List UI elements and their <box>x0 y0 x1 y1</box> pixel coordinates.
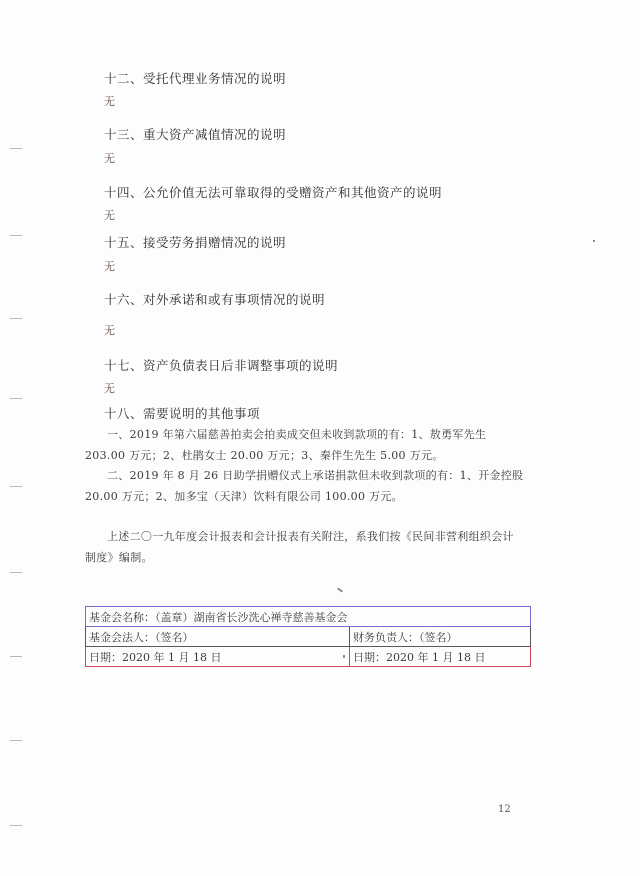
margin-mark <box>10 656 22 657</box>
margin-mark <box>10 825 22 826</box>
section-17-body: 无 <box>104 382 115 395</box>
margin-mark <box>10 740 22 741</box>
foundation-name-cell: 基金会名称：（盖章）湖南省长沙洗心禅寺慈善基金会 <box>86 607 531 627</box>
page-number: 12 <box>498 804 511 815</box>
section-16-body: 无 <box>104 324 115 337</box>
date-left-cell: 日期：2020 年 1 月 18 日 <box>86 647 350 667</box>
section-15-body: 无 <box>104 260 115 273</box>
section-18-item-1: 一、2019 年第六届慈善拍卖会拍卖成交但未收到款项的有：1、敖勇军先生 203.00 万元；2、杜鹃女士 20.00 万元；3、秦伴生先生 5.00 万元。 <box>85 428 487 462</box>
section-17-heading: 十七、资产负债表日后非调整事项的说明 <box>104 358 339 373</box>
legal-rep-cell: 基金会法人：（签名） <box>86 627 350 647</box>
scan-speck <box>593 240 595 242</box>
margin-mark <box>10 318 22 319</box>
section-13-heading: 十三、重大资产减值情况的说明 <box>104 127 287 142</box>
margin-mark <box>10 486 22 487</box>
closing-statement: 上述二〇一九年度会计报表和会计报表有关附注，系我们按《民间非营利组织会计制度》编制。 <box>85 530 514 564</box>
scan-speck <box>337 587 343 592</box>
section-12-body: 无 <box>104 95 115 108</box>
section-12-heading: 十二、受托代理业务情况的说明 <box>104 71 287 86</box>
signature-table <box>85 606 531 667</box>
signature-row-people <box>86 627 531 647</box>
margin-mark <box>10 572 22 573</box>
date-right-cell: 日期：2020 年 1 月 18 日 <box>350 647 531 667</box>
section-18-heading: 十八、需要说明的其他事项 <box>104 406 261 421</box>
margin-mark <box>10 235 22 236</box>
signature-row-dates <box>86 647 531 667</box>
margin-mark <box>10 398 22 399</box>
section-16-heading: 十六、对外承诺和或有事项情况的说明 <box>104 292 326 307</box>
section-14-body: 无 <box>104 209 115 222</box>
section-15-heading: 十五、接受劳务捐赠情况的说明 <box>104 235 287 250</box>
section-13-body: 无 <box>104 152 115 165</box>
section-14-heading: 十四、公允价值无法可靠取得的受赠资产和其他资产的说明 <box>104 185 443 200</box>
section-18-item-2: 二、2019 年 8 月 26 日助学捐赠仪式上承诺捐款但未收到款项的有：1、开金控股 20.00 万元；2、加多宝（天津）饮料有限公司 100.00 万元。 <box>85 469 524 503</box>
margin-mark <box>10 148 22 149</box>
signature-row-foundation <box>86 607 531 627</box>
finance-head-cell: 财务负责人：（签名） <box>350 627 531 647</box>
